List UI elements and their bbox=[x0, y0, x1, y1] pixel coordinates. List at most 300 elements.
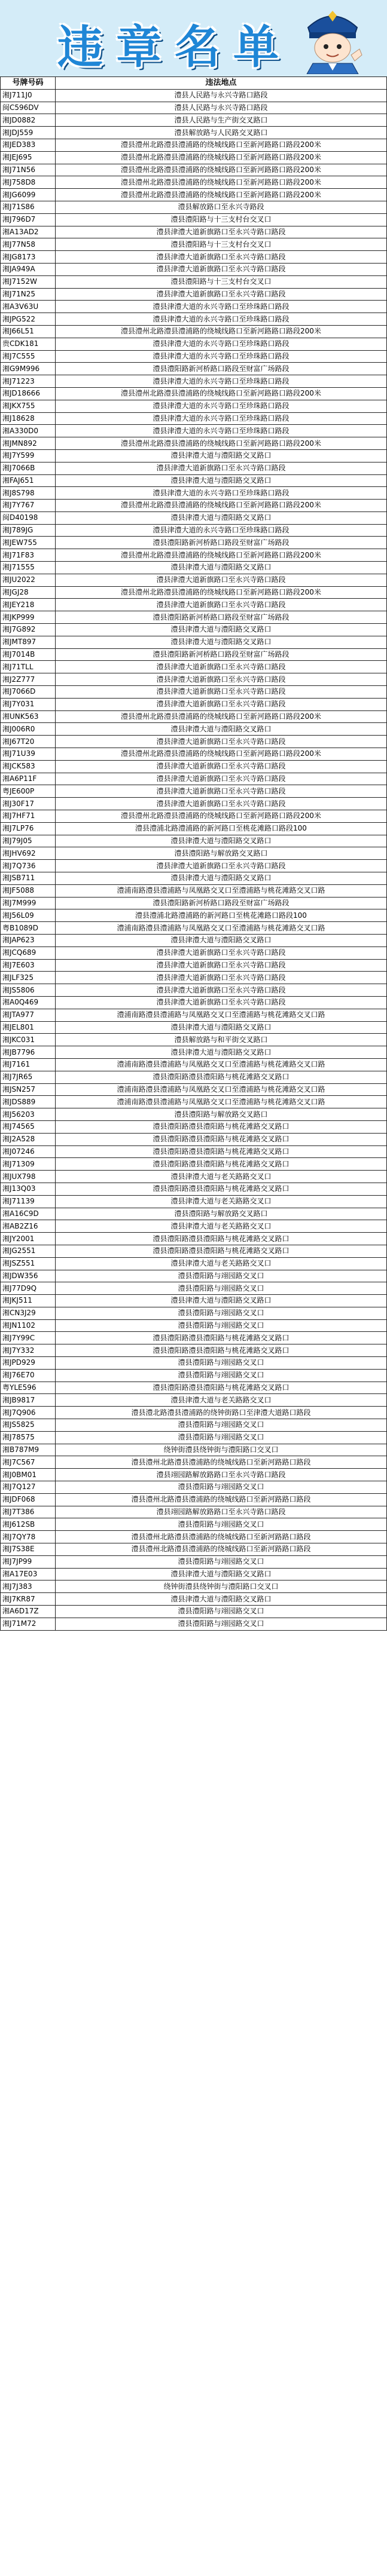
table-row bbox=[1, 127, 387, 139]
table-row bbox=[1, 698, 387, 710]
page-title: 违章名单 bbox=[57, 20, 292, 73]
violation-location-cell: 澧县澧州北路澧县澧浦路的绕城线路口至新河路路口路段200米 bbox=[56, 549, 387, 562]
plate-number-cell: 湘A3V63U bbox=[1, 301, 56, 313]
violation-location-cell: 澧县澧阳路澧县澧阳路与桃花滩路交叉路口 bbox=[56, 1145, 387, 1158]
table-row bbox=[1, 263, 387, 275]
plate-number-cell: 湘JF5088 bbox=[1, 884, 56, 897]
violation-location-cell: 澧县津澧大道与澧阳路交叉路口 bbox=[56, 511, 387, 524]
table-row bbox=[1, 275, 387, 288]
violation-location-cell: 澧县津澧大道的永兴寺路口至珍珠路口路段 bbox=[56, 375, 387, 388]
plate-number-cell: 湘JSZ551 bbox=[1, 1257, 56, 1270]
plate-number-cell: 湘J71U39 bbox=[1, 748, 56, 761]
table-row bbox=[1, 1208, 387, 1220]
table-row bbox=[1, 1257, 387, 1270]
table-row bbox=[1, 1394, 387, 1407]
table-row bbox=[1, 251, 387, 264]
table-row bbox=[1, 686, 387, 699]
table-row bbox=[1, 661, 387, 673]
table-row bbox=[1, 363, 387, 375]
table-row bbox=[1, 474, 387, 487]
violation-location-cell: 澧县澧阳路与翊园路交叉口 bbox=[56, 1369, 387, 1382]
violation-location-cell: 澧县澧州北路澧县澧浦路的绕城线路口至新河路路口路段200米 bbox=[56, 437, 387, 450]
table-row bbox=[1, 1233, 387, 1245]
plate-number-cell: 湘J7Q127 bbox=[1, 1481, 56, 1494]
violation-location-cell: 澧县澧阳路新河桥路口路段至财富广场路段 bbox=[56, 537, 387, 549]
violation-location-cell: 澧县津澧大道新旗路口至永兴寺路口路段 bbox=[56, 251, 387, 264]
violation-location-cell: 澧县津澧大道与老关路路交叉口 bbox=[56, 1171, 387, 1183]
plate-number-cell: 湘A0Q469 bbox=[1, 996, 56, 1009]
plate-number-cell: 湘G9M996 bbox=[1, 363, 56, 375]
plate-number-cell: 湘J7Y767 bbox=[1, 500, 56, 512]
plate-number-cell: 湘JEW755 bbox=[1, 537, 56, 549]
table-row bbox=[1, 201, 387, 213]
table-row bbox=[1, 673, 387, 686]
plate-number-cell: 湘JTA977 bbox=[1, 1009, 56, 1021]
violation-location-cell: 澧县澧州北路澧县澧浦路的绕城线路口至新河路路口路段200米 bbox=[56, 189, 387, 201]
plate-number-cell: 湘J7E603 bbox=[1, 959, 56, 972]
violation-location-cell: 澧县津澧大道的永兴寺路口至珍珠路口路段 bbox=[56, 350, 387, 363]
violation-location-cell: 澧县澧州北路澧县澧浦路的绕城线路口至新河路路口路段200米 bbox=[56, 748, 387, 761]
plate-number-cell: 湘J7Q736 bbox=[1, 860, 56, 872]
plate-number-cell: 贵CDK181 bbox=[1, 338, 56, 350]
table-row bbox=[1, 462, 387, 474]
table-row bbox=[1, 1270, 387, 1282]
violation-location-cell: 澧县澧阳路澧县澧阳路与桃花滩路交叉路口 bbox=[56, 1382, 387, 1394]
violation-location-cell: 澧县澧阳路与十三支村台交叉口 bbox=[56, 275, 387, 288]
table-body bbox=[1, 89, 387, 1630]
violation-location-cell: 澧县津澧大道与澧阳路交叉路口 bbox=[56, 636, 387, 648]
table-row bbox=[1, 89, 387, 102]
column-header-plate: 号牌号码 bbox=[1, 77, 56, 90]
table-row bbox=[1, 151, 387, 164]
table-row bbox=[1, 1096, 387, 1108]
plate-number-cell: 湘JN1102 bbox=[1, 1319, 56, 1332]
plate-number-cell: 湘J7JP99 bbox=[1, 1555, 56, 1568]
table-row bbox=[1, 1183, 387, 1195]
header-banner bbox=[0, 0, 387, 76]
violation-location-cell: 澧县津澧大道的永兴寺路口至珍珠路口路段 bbox=[56, 412, 387, 425]
violation-location-cell: 澧县澧州北路澧县澧浦路的绕城线路口至新河路路口路段200米 bbox=[56, 810, 387, 823]
table-row bbox=[1, 189, 387, 201]
violation-table bbox=[0, 76, 387, 1631]
plate-number-cell: 湘JS5806 bbox=[1, 984, 56, 997]
table-row bbox=[1, 338, 387, 350]
violation-location-cell: 澧县津澧大道新旗路口至永兴寺路口路段 bbox=[56, 785, 387, 798]
violation-location-cell: 澧县津澧大道与澧阳路交叉路口 bbox=[56, 449, 387, 462]
table-row bbox=[1, 798, 387, 810]
table-row bbox=[1, 549, 387, 562]
plate-number-cell: 湘CN3J29 bbox=[1, 1307, 56, 1319]
table-row bbox=[1, 524, 387, 537]
violation-location-cell: 澧县澧阳路与翊园路交叉口 bbox=[56, 1282, 387, 1295]
plate-number-cell: 湘J71139 bbox=[1, 1195, 56, 1208]
plate-number-cell: 湘FAJ651 bbox=[1, 474, 56, 487]
plate-number-cell: 湘J77N58 bbox=[1, 238, 56, 251]
violation-location-cell: 澧县澧州北路澧县澧浦路的绕城线路口至新河路路口路段 bbox=[56, 1493, 387, 1506]
violation-location-cell: 澧县津澧大道新旗路口至永兴寺路口路段 bbox=[56, 860, 387, 872]
table-row bbox=[1, 1456, 387, 1469]
violation-location-cell: 澧县津澧大道与澧阳路交叉路口 bbox=[56, 1593, 387, 1606]
plate-number-cell: 湘J18628 bbox=[1, 412, 56, 425]
violation-location-cell: 澧县澧阳路与解放路交叉路口 bbox=[56, 1208, 387, 1220]
table-row bbox=[1, 238, 387, 251]
table-row bbox=[1, 1120, 387, 1133]
violation-location-cell: 澧县澧阳路与翊园路交叉口 bbox=[56, 1419, 387, 1432]
table-row bbox=[1, 1195, 387, 1208]
table-row bbox=[1, 860, 387, 872]
violation-location-cell: 澧县澧阳路与翊园路交叉口 bbox=[56, 1518, 387, 1531]
violation-location-cell: 澧县津澧大道与老关路路交叉口 bbox=[56, 1195, 387, 1208]
violation-location-cell: 澧县澧阳路澧县澧阳路与桃花滩路交叉路口 bbox=[56, 1245, 387, 1257]
table-row bbox=[1, 1220, 387, 1233]
table-row bbox=[1, 748, 387, 761]
violation-location-cell: 澧县澧州北路澧县澧浦路的绕城线路口至新河路路口路段200米 bbox=[56, 710, 387, 723]
violation-location-cell: 澧县津澧大道与澧阳路交叉路口 bbox=[56, 624, 387, 636]
violation-location-cell: 澧县澧州北路澧县澧浦路的绕城线路口至新河路路口路段200米 bbox=[56, 586, 387, 599]
violation-location-cell: 澧县津澧大道与澧阳路交叉路口 bbox=[56, 723, 387, 736]
table-row bbox=[1, 872, 387, 885]
table-row bbox=[1, 822, 387, 835]
violation-location-cell: 澧县澧阳路新河桥路口路段至财富广场路段 bbox=[56, 897, 387, 909]
table-row bbox=[1, 511, 387, 524]
plate-number-cell: 湘JEJ695 bbox=[1, 151, 56, 164]
table-row bbox=[1, 922, 387, 935]
plate-number-cell: 湘JPG522 bbox=[1, 313, 56, 326]
violation-location-cell: 澧县津澧大道新旗路口至永兴寺路口路段 bbox=[56, 972, 387, 984]
table-row bbox=[1, 972, 387, 984]
table-row bbox=[1, 996, 387, 1009]
plate-number-cell: 闽C596DV bbox=[1, 102, 56, 114]
table-row bbox=[1, 400, 387, 412]
table-row bbox=[1, 723, 387, 736]
table-row bbox=[1, 1555, 387, 1568]
plate-number-cell: 湘JKJ511 bbox=[1, 1295, 56, 1307]
violation-location-cell: 澧县津澧大道新旗路口至永兴寺路口路段 bbox=[56, 959, 387, 972]
plate-number-cell: 湘J7161 bbox=[1, 1058, 56, 1071]
table-row bbox=[1, 313, 387, 326]
plate-number-cell: 湘J30F17 bbox=[1, 798, 56, 810]
violation-location-cell: 澧县津澧大道与澧阳路交叉路口 bbox=[56, 872, 387, 885]
violation-location-cell: 绕钟街澧县绕钟街与澧阳路口交叉口 bbox=[56, 1444, 387, 1456]
table-row bbox=[1, 1021, 387, 1034]
table-row bbox=[1, 1518, 387, 1531]
plate-number-cell: 湘J612SB bbox=[1, 1518, 56, 1531]
violation-location-cell: 澧县澧州北路澧县澧浦路的绕城线路口至新河路路口路段200米 bbox=[56, 139, 387, 151]
plate-number-cell: 湘J7Y99C bbox=[1, 1332, 56, 1344]
violation-location-cell: 澧县津澧大道新旗路口至永兴寺路口路段 bbox=[56, 462, 387, 474]
table-row bbox=[1, 288, 387, 301]
violation-location-cell: 澧县澧阳路与十三支村台交叉口 bbox=[56, 238, 387, 251]
plate-number-cell: 湘JKP999 bbox=[1, 611, 56, 624]
violation-location-cell: 澧县澧阳路澧县澧阳路与桃花滩路交叉路口 bbox=[56, 1071, 387, 1083]
plate-number-cell: 湘J796D7 bbox=[1, 213, 56, 226]
violation-location-cell: 澧县澧阳路与翊园路交叉口 bbox=[56, 1555, 387, 1568]
table-row bbox=[1, 350, 387, 363]
table-row bbox=[1, 114, 387, 127]
table-row bbox=[1, 599, 387, 611]
table-row bbox=[1, 760, 387, 773]
table-row bbox=[1, 648, 387, 661]
table-row bbox=[1, 325, 387, 338]
plate-number-cell: 湘JDF068 bbox=[1, 1493, 56, 1506]
violation-location-cell: 澧县澧浦北路澧浦路的新河路口至桃花滩路口路段100 bbox=[56, 909, 387, 922]
violation-location-cell: 澧县澧阳路与翊园路交叉口 bbox=[56, 1481, 387, 1494]
plate-number-cell: 湘J56L09 bbox=[1, 909, 56, 922]
violation-location-cell: 澧县津澧大道的永兴寺路口至珍珠路口路段 bbox=[56, 425, 387, 437]
plate-number-cell: 湘J7G892 bbox=[1, 624, 56, 636]
table-row bbox=[1, 301, 387, 313]
violation-location-cell: 澧县津澧大道与老关路路交叉口 bbox=[56, 1394, 387, 1407]
violation-location-cell: 澧县津澧大道新旗路口至永兴寺路口路段 bbox=[56, 698, 387, 710]
violation-location-cell: 澧县津澧大道与老关路路交叉口 bbox=[56, 1257, 387, 1270]
violation-location-cell: 澧县津澧大道新旗路口至永兴寺路口路段 bbox=[56, 599, 387, 611]
plate-number-cell: 湘J7LP76 bbox=[1, 822, 56, 835]
violation-location-cell: 澧浦南路澧县澧浦路与凤凰路交叉口至澧浦路与桃花滩路交叉口路 bbox=[56, 1083, 387, 1096]
violation-location-cell: 澧县澧阳路新河桥路口路段至财富广场路段 bbox=[56, 611, 387, 624]
table-row bbox=[1, 562, 387, 574]
violation-location-cell: 澧县澧阳路与翊园路交叉口 bbox=[56, 1618, 387, 1630]
violation-location-cell: 澧县澧州北路澧县澧浦路的绕城线路口至新河路路口路段200米 bbox=[56, 176, 387, 189]
table-row bbox=[1, 1046, 387, 1059]
table-row bbox=[1, 1344, 387, 1357]
plate-number-cell: 湘J7066D bbox=[1, 686, 56, 699]
violation-location-cell: 澧县澧阳路新河桥路口路段至财富广场路段 bbox=[56, 363, 387, 375]
table-row bbox=[1, 1108, 387, 1121]
violation-location-cell: 澧县津澧大道与澧阳路交叉路口 bbox=[56, 934, 387, 947]
table-row bbox=[1, 947, 387, 959]
table-row bbox=[1, 1332, 387, 1344]
plate-number-cell: 湘J789JG bbox=[1, 524, 56, 537]
violation-location-cell: 澧县澧阳路澧县澧阳路与桃花滩路交叉路口 bbox=[56, 1233, 387, 1245]
plate-number-cell: 湘J7QY78 bbox=[1, 1531, 56, 1543]
violation-location-cell: 澧县澧北路澧县澧浦路的绕钟街路口至津澧大道路口路段 bbox=[56, 1407, 387, 1419]
violation-location-cell: 澧县津澧大道与澧阳路交叉路口 bbox=[56, 835, 387, 847]
violation-location-cell: 澧县澧阳路与翊园路交叉口 bbox=[56, 1270, 387, 1282]
table-row bbox=[1, 1307, 387, 1319]
violation-location-cell: 澧县津澧大道新旗路口至永兴寺路口路段 bbox=[56, 263, 387, 275]
table-row bbox=[1, 611, 387, 624]
violation-location-cell: 澧县津澧大道新旗路口至永兴寺路口路段 bbox=[56, 673, 387, 686]
table-row bbox=[1, 1543, 387, 1556]
violation-location-cell: 澧县津澧大道新旗路口至永兴寺路口路段 bbox=[56, 574, 387, 586]
violation-location-cell: 澧县澧阳路澧县澧阳路与桃花滩路交叉路口 bbox=[56, 1158, 387, 1171]
table-row bbox=[1, 1171, 387, 1183]
table-row bbox=[1, 1071, 387, 1083]
table-row bbox=[1, 213, 387, 226]
violation-location-cell: 澧县津澧大道新旗路口至永兴寺路口路段 bbox=[56, 760, 387, 773]
plate-number-cell: 湘J71555 bbox=[1, 562, 56, 574]
violation-location-cell: 澧县澧州北路澧县澧浦路的绕城线路口至新河路路口路段200米 bbox=[56, 325, 387, 338]
table-row bbox=[1, 1034, 387, 1046]
violation-location-cell: 澧县澧阳路与十三支村台交叉口 bbox=[56, 213, 387, 226]
plate-number-cell: 湘JMN892 bbox=[1, 437, 56, 450]
table-row bbox=[1, 437, 387, 450]
plate-number-cell: 湘JED383 bbox=[1, 139, 56, 151]
plate-number-cell: 湘J07246 bbox=[1, 1145, 56, 1158]
plate-number-cell: 湘JSN257 bbox=[1, 1083, 56, 1096]
violation-location-cell: 澧县津澧大道新旗路口至永兴寺路口路段 bbox=[56, 996, 387, 1009]
violation-location-cell: 澧县解放路口至永兴寺路段 bbox=[56, 201, 387, 213]
plate-number-cell: 粤YLE596 bbox=[1, 1382, 56, 1394]
violation-location-cell: 澧县澧州北路澧县澧浦路的绕城线路口至新河路路口路段200米 bbox=[56, 500, 387, 512]
table-row bbox=[1, 139, 387, 151]
plate-number-cell: 湘A13AD2 bbox=[1, 226, 56, 238]
table-row bbox=[1, 375, 387, 388]
table-row bbox=[1, 1319, 387, 1332]
violation-location-cell: 澧县津澧大道与澧阳路交叉路口 bbox=[56, 474, 387, 487]
violation-location-cell: 澧县澧阳路与翊园路交叉口 bbox=[56, 1606, 387, 1618]
plate-number-cell: 湘JCQ689 bbox=[1, 947, 56, 959]
table-row bbox=[1, 1568, 387, 1580]
table-row bbox=[1, 736, 387, 748]
table-row bbox=[1, 1158, 387, 1171]
table-row bbox=[1, 537, 387, 549]
table-row bbox=[1, 1493, 387, 1506]
plate-number-cell: 湘JU2022 bbox=[1, 574, 56, 586]
table-row bbox=[1, 1009, 387, 1021]
table-row bbox=[1, 1133, 387, 1145]
violation-location-cell: 澧县津澧大道新旗路口至永兴寺路口路段 bbox=[56, 661, 387, 673]
plate-number-cell: 湘JG8173 bbox=[1, 251, 56, 264]
violation-location-cell: 澧县津澧大道与澧阳路交叉路口 bbox=[56, 1021, 387, 1034]
violation-location-cell: 澧县解放路与人民路交叉路口 bbox=[56, 127, 387, 139]
violation-location-cell: 澧县津澧大道新旗路口至永兴寺路口路段 bbox=[56, 773, 387, 785]
plate-number-cell: 湘JUX798 bbox=[1, 1171, 56, 1183]
plate-number-cell: 闽D40198 bbox=[1, 511, 56, 524]
plate-number-cell: 湘JG6099 bbox=[1, 189, 56, 201]
violation-location-cell: 澧县津澧大道新旗路口至永兴寺路口路段 bbox=[56, 736, 387, 748]
table-row bbox=[1, 176, 387, 189]
table-row bbox=[1, 810, 387, 823]
plate-number-cell: 湘AB2Z16 bbox=[1, 1220, 56, 1233]
table-row bbox=[1, 773, 387, 785]
plate-number-cell: 粤JE600P bbox=[1, 785, 56, 798]
plate-number-cell: 湘J71S86 bbox=[1, 201, 56, 213]
violation-location-cell: 澧县津澧大道新旗路口至永兴寺路口路段 bbox=[56, 226, 387, 238]
plate-number-cell: 湘J7C567 bbox=[1, 1456, 56, 1469]
plate-number-cell: 湘J7066B bbox=[1, 462, 56, 474]
violation-location-cell: 澧浦南路澧县澧浦路与凤凰路交叉口至澧浦路与桃花滩路交叉口路 bbox=[56, 1096, 387, 1108]
table-row bbox=[1, 1469, 387, 1481]
plate-number-cell: 粤B1089D bbox=[1, 922, 56, 935]
table-row bbox=[1, 164, 387, 176]
plate-number-cell: 湘J71309 bbox=[1, 1158, 56, 1171]
plate-number-cell: 湘JGJ28 bbox=[1, 586, 56, 599]
plate-number-cell: 湘JS5825 bbox=[1, 1419, 56, 1432]
violation-location-cell: 澧县澧阳路与翊园路交叉口 bbox=[56, 1319, 387, 1332]
plate-number-cell: 湘J71223 bbox=[1, 375, 56, 388]
plate-number-cell: 湘A6P11F bbox=[1, 773, 56, 785]
table-row bbox=[1, 500, 387, 512]
violation-location-cell: 澧县翊园路解放路路口至永兴寺路口路段 bbox=[56, 1469, 387, 1481]
table-row bbox=[1, 1369, 387, 1382]
plate-number-cell: 湘J7Y332 bbox=[1, 1344, 56, 1357]
violation-location-cell: 澧县津澧大道新旗路口至永兴寺路口路段 bbox=[56, 798, 387, 810]
violation-location-cell: 澧县津澧大道与澧阳路交叉路口 bbox=[56, 1046, 387, 1059]
table-row bbox=[1, 884, 387, 897]
table-row bbox=[1, 835, 387, 847]
table-row bbox=[1, 934, 387, 947]
plate-number-cell: 湘JLF325 bbox=[1, 972, 56, 984]
violation-location-cell: 澧县翊园路解放路路口至永兴寺路口路段 bbox=[56, 1506, 387, 1518]
plate-number-cell: 湘JHV692 bbox=[1, 847, 56, 860]
plate-number-cell: 湘A330D0 bbox=[1, 425, 56, 437]
plate-number-cell: 湘UNK563 bbox=[1, 710, 56, 723]
plate-number-cell: 湘JG2551 bbox=[1, 1245, 56, 1257]
violation-location-cell: 澧县津澧大道与老关路路交叉口 bbox=[56, 1220, 387, 1233]
violation-location-cell: 澧县津澧大道的永兴寺路口至珍珠路口路段 bbox=[56, 524, 387, 537]
table-row bbox=[1, 1295, 387, 1307]
violation-location-cell: 澧县津澧大道与澧阳路交叉路口 bbox=[56, 1568, 387, 1580]
table-row bbox=[1, 1606, 387, 1618]
violation-location-cell: 绕钟街澧县绕钟街与澧阳路口交叉口 bbox=[56, 1580, 387, 1593]
violation-location-cell: 澧县澧州北路澧县澧浦路的绕城线路口至新河路路口路段 bbox=[56, 1456, 387, 1469]
table-row bbox=[1, 1593, 387, 1606]
plate-number-cell: 湘JB9817 bbox=[1, 1394, 56, 1407]
violation-location-cell: 澧县澧阳路澧县澧阳路与桃花滩路交叉路口 bbox=[56, 1183, 387, 1195]
plate-number-cell: 湘J7014B bbox=[1, 648, 56, 661]
violation-location-cell: 澧县人民路与永兴寺路口路段 bbox=[56, 89, 387, 102]
column-header-location: 违法地点 bbox=[56, 77, 387, 90]
table-row bbox=[1, 1382, 387, 1394]
table-row bbox=[1, 1282, 387, 1295]
table-row bbox=[1, 636, 387, 648]
violation-location-cell: 澧县澧阳路澧县澧阳路与桃花滩路交叉路口 bbox=[56, 1120, 387, 1133]
plate-number-cell: 湘A16C9D bbox=[1, 1208, 56, 1220]
violation-location-cell: 澧县津澧大道新旗路口至永兴寺路口路段 bbox=[56, 686, 387, 699]
table-row bbox=[1, 984, 387, 997]
table-row bbox=[1, 624, 387, 636]
violation-location-cell: 澧县津澧大道的永兴寺路口至珍珠路口路段 bbox=[56, 338, 387, 350]
plate-number-cell: 湘J13Q03 bbox=[1, 1183, 56, 1195]
table-row bbox=[1, 586, 387, 599]
table-row bbox=[1, 1419, 387, 1432]
police-officer-icon bbox=[300, 4, 365, 74]
table-row bbox=[1, 487, 387, 500]
plate-number-cell: 湘J76E70 bbox=[1, 1369, 56, 1382]
plate-number-cell: 湘J2A528 bbox=[1, 1133, 56, 1145]
table-row bbox=[1, 1083, 387, 1096]
table-row bbox=[1, 1145, 387, 1158]
table-row bbox=[1, 412, 387, 425]
plate-number-cell: 湘JDW356 bbox=[1, 1270, 56, 1282]
violation-location-cell: 澧县澧州北路澧县澧浦路的绕城线路口至新河路路口路段 bbox=[56, 1531, 387, 1543]
plate-number-cell: 湘J7152W bbox=[1, 275, 56, 288]
violation-location-cell: 澧县人民路与生产街交叉路口 bbox=[56, 114, 387, 127]
table-row bbox=[1, 387, 387, 400]
table-row bbox=[1, 1481, 387, 1494]
violation-location-cell: 澧县津澧大道的永兴寺路口至珍珠路口路段 bbox=[56, 400, 387, 412]
plate-number-cell: 湘J71F83 bbox=[1, 549, 56, 562]
plate-number-cell: 湘J71N56 bbox=[1, 164, 56, 176]
table-row bbox=[1, 710, 387, 723]
plate-number-cell: 湘JY2001 bbox=[1, 1233, 56, 1245]
violation-location-cell: 澧县澧阳路新河桥路口路段至财富广场路段 bbox=[56, 648, 387, 661]
plate-number-cell: 湘JPD929 bbox=[1, 1357, 56, 1370]
violation-location-cell: 澧县澧州北路澧县澧浦路的绕城线路口至新河路路口路段200米 bbox=[56, 151, 387, 164]
plate-number-cell: 湘JKC031 bbox=[1, 1034, 56, 1046]
table-row bbox=[1, 449, 387, 462]
table-row bbox=[1, 847, 387, 860]
violation-location-cell: 澧县津澧大道新旗路口至永兴寺路口路段 bbox=[56, 984, 387, 997]
violation-location-cell: 澧县澧阳路与解放路交叉路口 bbox=[56, 1108, 387, 1121]
table-row bbox=[1, 574, 387, 586]
violation-location-cell: 澧浦南路澧县澧浦路与凤凰路交叉口至澧浦路与桃花滩路交叉口路 bbox=[56, 1058, 387, 1071]
plate-number-cell: 湘J7Q906 bbox=[1, 1407, 56, 1419]
plate-number-cell: 湘J56203 bbox=[1, 1108, 56, 1121]
plate-number-cell: 湘J7M999 bbox=[1, 897, 56, 909]
plate-number-cell: 湘J7Y031 bbox=[1, 698, 56, 710]
